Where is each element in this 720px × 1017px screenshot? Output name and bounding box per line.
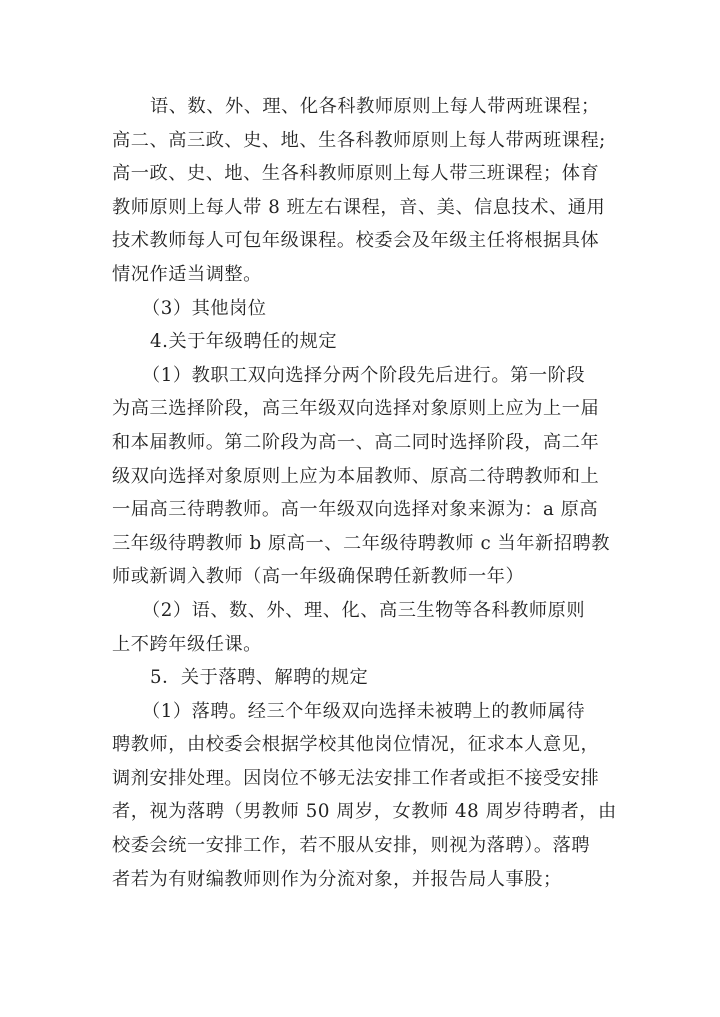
section-heading: （3）其他岗位	[142, 297, 267, 319]
section-heading: 5．关于落聘、解聘的规定	[150, 667, 369, 689]
paragraph-line: 高一政、史、地、生各科教师原则上每人带三班课程；体育	[112, 163, 600, 185]
paragraph-line: 技术教师每人可包年级课程。校委会及年级主任将根据具体	[112, 230, 600, 252]
paragraph-line: 聘教师，由校委会根据学校其他岗位情况，征求本人意见，	[112, 734, 600, 756]
paragraph-line: 为高三选择阶段，高三年级双向选择对象原则上应为上一届	[112, 398, 600, 420]
section-heading: 4.关于年级聘任的规定	[150, 331, 338, 353]
paragraph-line: 者若为有财编教师则作为分流对象，并报告局人事股；	[112, 868, 562, 890]
paragraph-line: 和本届教师。第二阶段为高一、高二同时选择阶段，高二年	[112, 431, 600, 453]
paragraph-line: （1）教职工双向选择分两个阶段先后进行。第一阶段	[142, 364, 586, 386]
paragraph-line: 级双向选择对象原则上应为本届教师、原高二待聘教师和上	[112, 465, 600, 487]
paragraph-line: 三年级待聘教师 b 原高一、二年级待聘教师 c 当年新招聘教	[112, 532, 610, 554]
paragraph-line: 高二、高三政、史、地、生各科教师原则上每人带两班课程;	[112, 129, 606, 151]
paragraph-line: 师或新调入教师（高一年级确保聘任新教师一年）	[112, 566, 525, 588]
paragraph-line: （1）落聘。经三个年级双向选择未被聘上的教师属待	[142, 700, 586, 722]
paragraph-line: 教师原则上每人带 8 班左右课程，音、美、信息技术、通用	[112, 196, 606, 218]
paragraph-line: （2）语、数、外、理、化、高三生物等各科教师原则	[142, 599, 586, 621]
document-body	[112, 90, 622, 896]
paragraph-line: 上不跨年级任课。	[112, 633, 262, 655]
paragraph-line: 语、数、外、理、化各科教师原则上每人带两班课程；	[150, 96, 600, 117]
paragraph-line: 一届高三待聘教师。高一年级双向选择对象来源为：a 原高	[112, 499, 599, 521]
paragraph-line: 调剂安排处理。因岗位不够无法安排工作者或拒不接受安排	[112, 767, 600, 789]
paragraph-line: 校委会统一安排工作，若不服从安排，则视为落聘）。落聘	[112, 835, 591, 857]
paragraph-line: 情况作适当调整。	[112, 263, 262, 285]
paragraph-line: 者，视为落聘（男教师 50 周岁，女教师 48 周岁待聘者，由	[112, 801, 617, 823]
